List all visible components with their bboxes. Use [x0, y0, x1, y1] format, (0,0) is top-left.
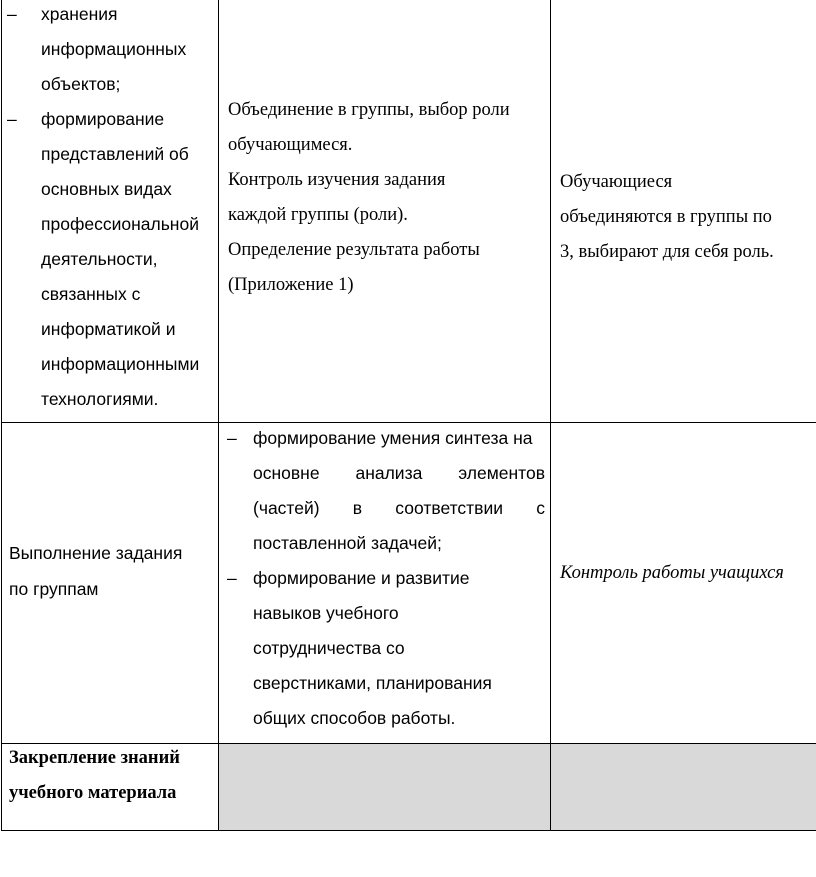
word: анализа — [355, 463, 423, 483]
text-line: Контроль изучения задания — [228, 170, 446, 190]
text-line: информационных — [41, 39, 187, 59]
row1-col1-cell — [1, 0, 218, 417]
text-line: общих способов работы. — [253, 708, 456, 728]
table-left-border — [1, 0, 2, 831]
text-line: по группам — [9, 579, 99, 599]
row3-col1-cell — [9, 741, 214, 811]
text-line: каждой группы (роли). — [228, 205, 408, 225]
row1-col1-bullet-2 — [1, 102, 218, 417]
bullet-dash: – — [7, 109, 17, 129]
text-line: Определение результата работы — [228, 240, 480, 260]
text-line: Выполнение задания — [9, 543, 183, 563]
row3-col2-cell — [218, 743, 550, 830]
text-line-justified — [253, 456, 545, 491]
word: в — [352, 498, 363, 518]
text-line: обучающимеся. — [228, 135, 353, 155]
text-line: (Приложение 1) — [228, 275, 354, 295]
text-line: представлений об — [41, 144, 189, 164]
row2-col3-cell — [560, 556, 816, 591]
column-divider-2 — [550, 0, 551, 831]
word: с — [536, 498, 545, 518]
text-line — [253, 456, 545, 491]
row2-col2-cell — [213, 421, 545, 736]
text-line: объектов; — [41, 74, 121, 94]
text-line: хранения — [41, 4, 118, 24]
text-line: Закрепление знаний — [9, 748, 180, 768]
text-line: сверстниками, планирования — [253, 673, 492, 693]
row3-col3-cell — [550, 743, 816, 830]
text-line-justified — [253, 491, 545, 526]
text-line: технологиями. — [41, 389, 159, 409]
row-divider-1 — [1, 422, 816, 423]
text-line: формирование умения синтеза на — [253, 428, 533, 448]
bullet-dash: – — [227, 428, 237, 448]
word: соответствии — [395, 498, 504, 518]
bullet-dash: – — [7, 4, 17, 24]
row1-col3-cell — [560, 165, 814, 270]
row1-col1-bullet-1 — [1, 0, 218, 102]
bullet-dash: – — [227, 568, 237, 588]
text-line: Обучающиеся — [560, 172, 673, 192]
text-line: основных видах — [41, 179, 172, 199]
text-line — [253, 491, 545, 526]
text-line: учебного материала — [9, 783, 177, 803]
text-line: формирование — [41, 109, 165, 129]
text-line: Объединение в группы, выбор роли — [228, 100, 510, 120]
text-line: объединяются в группы по — [560, 207, 772, 227]
word: (частей) — [253, 498, 320, 518]
text-line: сотрудничества со — [253, 638, 405, 658]
text-line: информационными — [41, 354, 200, 374]
text-line: Контроль работы учащихся — [560, 563, 784, 583]
text-line: профессиональной — [41, 214, 199, 234]
row2-col2-bullet-1 — [213, 421, 545, 561]
word: основне — [253, 463, 320, 483]
row-divider-2 — [1, 743, 816, 744]
word: элементов — [458, 463, 545, 483]
text-line: навыков учебного — [253, 603, 399, 623]
row1-col2-cell — [228, 93, 546, 303]
row2-col1-cell — [9, 535, 214, 607]
column-divider-1 — [218, 0, 219, 831]
text-line: связанных с — [41, 284, 141, 304]
text-line: формирование и развитие — [253, 568, 470, 588]
text-line: 3, выбирают для себя роль. — [560, 242, 774, 262]
text-line: деятельности, — [41, 249, 158, 269]
text-line: информатикой и — [41, 319, 176, 339]
table-bottom-border — [1, 830, 816, 831]
row2-col2-bullet-2 — [213, 561, 545, 736]
text-line: поставленной задачей; — [253, 533, 442, 553]
